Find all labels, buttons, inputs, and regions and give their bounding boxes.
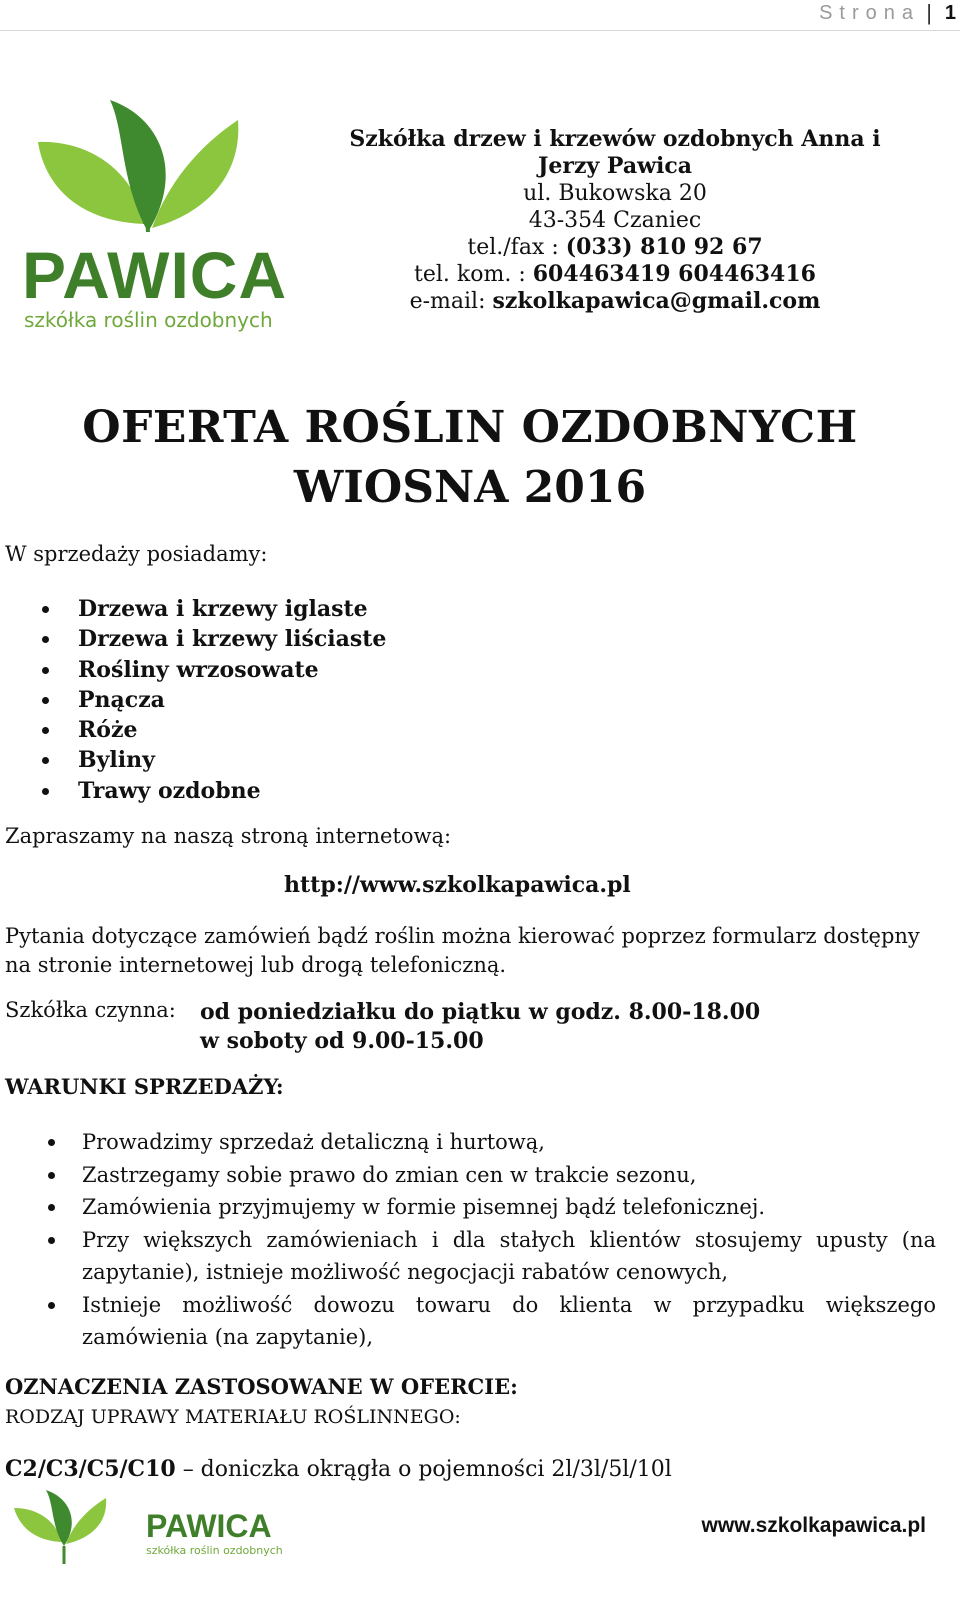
plant-list [38,594,386,806]
markings-heading: OZNACZENIA ZASTOSOWANE W OFERCIE: [5,1374,518,1399]
list-item: Trawy ozdobne [38,776,386,806]
list-item: Róże [38,715,386,745]
list-item: Drzewa i krzewy liściaste [38,624,386,654]
list-item: Istnieje możliwość dowozu towaru do klienta w przypadku większego zamówienia (na zapytanie), [44,1289,936,1354]
list-item: Drzewa i krzewy iglaste [38,594,386,624]
fax-line [320,234,910,261]
container-line [5,1456,672,1482]
fax-label: tel./fax : [467,235,559,260]
questions-paragraph [5,922,940,980]
sales-intro: W sprzedaży posiadamy: [5,542,268,566]
questions-line1: Pytania dotyczące zamówień bądź roślin można kierować poprzez formularz dostępny [5,924,920,948]
website-invite: Zapraszamy na naszą stroną internetową: [5,824,452,848]
logo-wordmark: PAWICA [22,238,288,312]
material-type-heading: RODZAJ UPRAWY MATERIAŁU ROŚLINNEGO: [5,1406,461,1428]
email-label: e-mail: [409,289,486,314]
email-line [320,288,910,315]
footer-leaves-logo-icon [6,1486,126,1566]
offer-title: OFERTA ROŚLIN OZDOBNYCH [82,402,858,453]
mobile-label: tel. kom. : [414,262,526,287]
contact-block [320,126,910,315]
list-item: Zamówienia przyjmujemy w formie pisemnej bądź telefonicznej. [44,1191,936,1224]
city-address: 43-354 Czaniec [528,208,702,233]
offer-season: WIOSNA 2016 [293,462,647,513]
list-item: Pnącza [38,685,386,715]
terms-heading: WARUNKI SPRZEDAŻY: [5,1074,284,1099]
fax-value: (033) 810 92 67 [565,234,763,260]
list-item: Prowadzimy sprzedaż detaliczną i hurtową, [44,1126,936,1159]
container-description: – doniczka okrągła o pojemności 2l/3l/5l/10l [182,1457,672,1482]
list-item: Rośliny wrzosowate [38,655,386,685]
mobile-value: 604463419 604463416 [532,261,816,287]
business-name-line2: Jerzy Pawica [537,153,693,179]
email-value[interactable]: szkolkapawica@gmail.com [492,288,821,314]
page-number: 1 [944,2,956,24]
footer-logo-wordmark: PAWICA [146,1508,272,1544]
terms-list [44,1126,936,1354]
street-address: ul. Bukowska 20 [523,181,707,206]
business-name-line1: Szkółka drzew i krzewów ozdobnych Anna i [349,126,881,152]
container-code: C2/C3/C5/C10 [5,1456,176,1482]
page-label: Strona [819,2,920,24]
weekday-hours: od poniedziałku do piątku w godz. 8.00-18.00 [200,999,761,1025]
footer-logo-subtitle: szkółka roślin ozdobnych [146,1544,283,1557]
page-separator: | [926,0,932,25]
logo-subtitle: szkółka roślin ozdobnych [24,308,273,332]
list-item: Zastrzegamy sobie prawo do zmian cen w trakcie sezonu, [44,1159,936,1192]
footer-website-link[interactable]: www.szkolkapawica.pl [701,1514,926,1537]
page-header [0,0,960,31]
opening-hours [200,998,760,1056]
list-item: Przy większych zamówieniach i dla stałych klientów stosujemy upusty (na zapytanie), istnieje możliwość negocjacji rabatów cenowych, [44,1224,936,1289]
opening-hours-label: Szkółka czynna: [5,998,176,1022]
mobile-line [320,261,910,288]
saturday-hours: w soboty od 9.00-15.00 [200,1028,484,1054]
list-item: Byliny [38,745,386,775]
website-link[interactable]: http://www.szkolkapawica.pl [284,872,631,898]
questions-line2: na stronie internetowej lub drogą telefoniczną. [5,953,507,977]
